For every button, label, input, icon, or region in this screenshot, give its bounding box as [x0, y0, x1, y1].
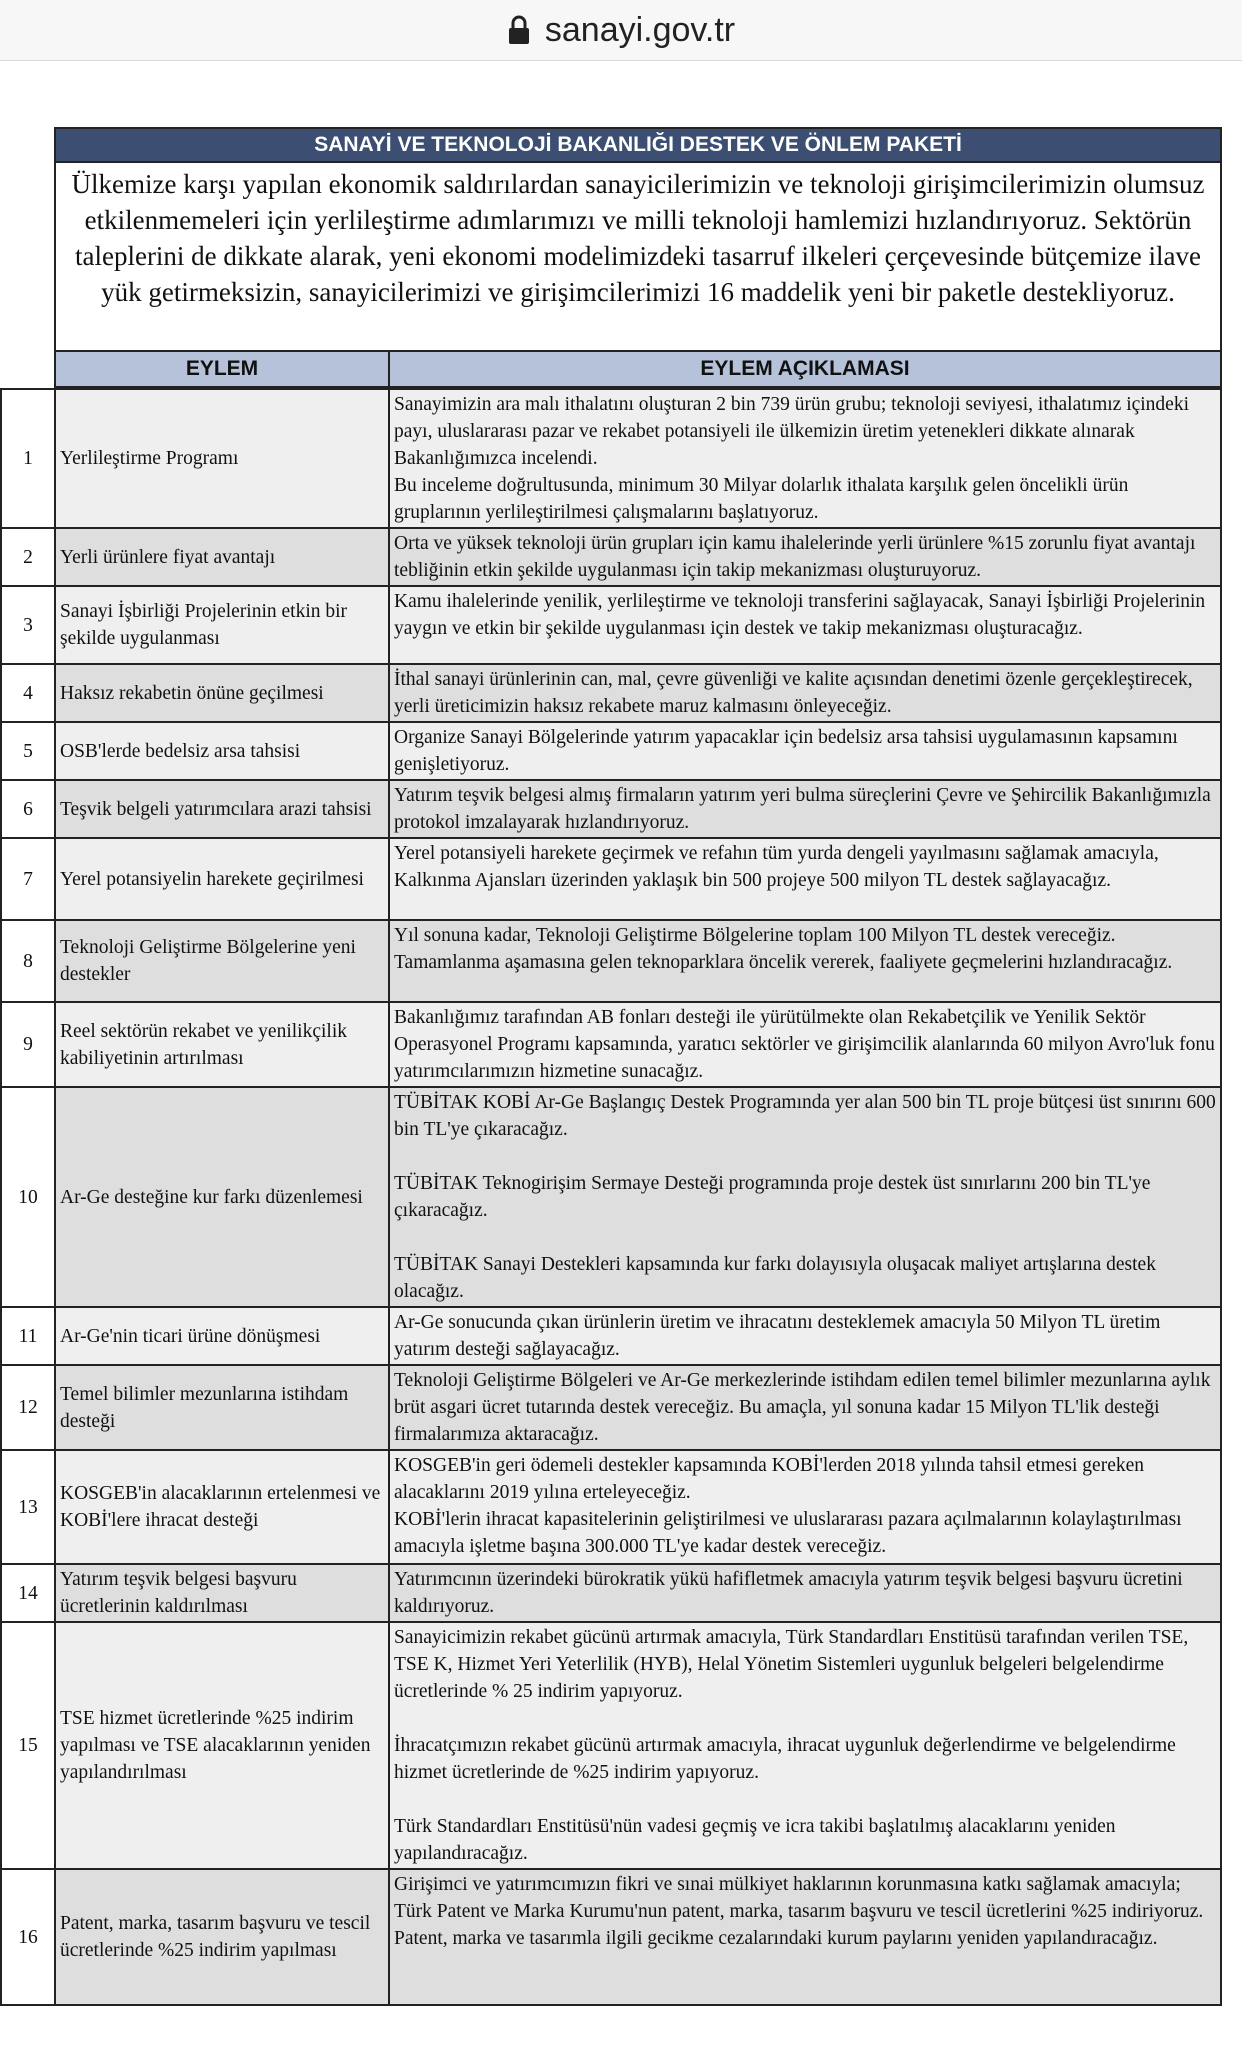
action-cell: KOSGEB'in alacaklarının ertelenmesi ve KOBİ'lere ihracat desteği: [55, 1450, 389, 1564]
table-row: [1, 1622, 1221, 1869]
row-number: 2: [1, 528, 55, 586]
action-cell: TSE hizmet ücretlerinde %25 indirim yapılması ve TSE alacaklarının yeniden yapılandırılması: [55, 1622, 389, 1869]
description-paragraph: TÜBİTAK Teknogirişim Sermaye Desteği programında proje destek üst sınırlarını 200 bin TL'ye çıkaracağız.: [394, 1173, 1151, 1221]
description-paragraph: Girişimci ve yatırımcımızın fikri ve sınai mülkiyet haklarının korunmasına katkı sağlamak amacıyla; Türk Patent ve Marka Kurumu'nun patent, marka, tasarım başvuru ve tescil ücretlerini %25 indiriyoruz.: [394, 1874, 1204, 1922]
table-row: [1, 722, 1221, 780]
description-cell: [389, 389, 1221, 528]
description-paragraph: Organize Sanayi Bölgelerinde yatırım yapacaklar için bedelsiz arsa tahsisi uygulamasının kapsamını genişletiyoruz.: [394, 727, 1178, 775]
action-cell: Reel sektörün rekabet ve yenilikçilik kabiliyetinin artırılması: [55, 1002, 389, 1087]
table-row: [1, 920, 1221, 1002]
column-header-description: EYLEM AÇIKLAMASI: [390, 352, 1220, 386]
description-paragraph: KOBİ'lerin ihracat kapasitelerinin geliştirilmesi ve uluslararası pazara açılmalarının kolaylaştırılması amacıyla işletme başına 300.000 TL'ye kadar destek vereceğiz.: [394, 1509, 1182, 1557]
table-row: [1, 1307, 1221, 1365]
description-cell: [389, 722, 1221, 780]
row-number: 15: [1, 1622, 55, 1869]
table-row: [1, 664, 1221, 722]
description-paragraph: İhracatçımızın rekabet gücünü artırmak amacıyla, ihracat uygunluk değerlendirme ve belgelendirme hizmet ücretlerinde de %25 indirim yapıyoruz.: [394, 1735, 1176, 1783]
paragraph-gap: [394, 1143, 1216, 1170]
row-number: 8: [1, 920, 55, 1002]
description-paragraph: Kamu ihalelerinde yenilik, yerlileştirme ve teknoloji transferini sağlayacak, Sanayi İşbirliği Projelerinin yaygın ve etkin bir şekilde uygulanması için destek ve takip mekanizması oluşturacağız.: [394, 591, 1206, 639]
description-cell: [389, 780, 1221, 838]
description-paragraph: TÜBİTAK Sanayi Destekleri kapsamında kur farkı dolayısıyla oluşacak maliyet artışlarına destek olacağız.: [394, 1254, 1156, 1302]
description-cell: [389, 1087, 1221, 1307]
browser-url-bar[interactable]: [0, 0, 1242, 61]
description-cell: [389, 1307, 1221, 1365]
description-cell: [389, 586, 1221, 664]
url-text: sanayi.gov.tr: [544, 10, 736, 49]
description-paragraph: Türk Standardları Enstitüsü'nün vadesi geçmiş ve icra takibi başlatılmış alacaklarını yeniden yapılandıracağız.: [394, 1816, 1116, 1864]
document-table: [0, 127, 1222, 2006]
action-cell: Yatırım teşvik belgesi başvuru ücretlerinin kaldırılması: [55, 1564, 389, 1622]
table-header: [54, 352, 1222, 388]
action-cell: Ar-Ge'nin ticari ürüne dönüşmesi: [55, 1307, 389, 1365]
description-paragraph: Sanayimizin ara malı ithalatını oluşturan 2 bin 739 ürün grubu; teknoloji seviyesi, ithalatımız içindeki payı, uluslararası pazar ve rekabet potansiyeli ile ülkemizin üretim yetenekleri dikkate alınarak Bakanlığımızca incelendi.: [394, 394, 1190, 469]
row-number: 10: [1, 1087, 55, 1307]
description-paragraph: KOSGEB'in geri ödemeli destekler kapsamında KOBİ'lerden 2018 yılında tahsil etmesi gereken alacaklarını 2019 yılına erteleyeceğiz.: [394, 1455, 1145, 1503]
row-number: 9: [1, 1002, 55, 1087]
table-row: [1, 1365, 1221, 1450]
action-cell: Yerlileştirme Programı: [55, 389, 389, 528]
paragraph-gap: [394, 1705, 1216, 1732]
lock-icon: [507, 15, 531, 45]
description-paragraph: Ar-Ge sonucunda çıkan ürünlerin üretim ve ihracatını desteklemek amacıyla 50 Milyon TL üretim yatırım desteği sağlayacağız.: [394, 1312, 1161, 1360]
table-row: [1, 528, 1221, 586]
row-number: 12: [1, 1365, 55, 1450]
description-paragraph: Orta ve yüksek teknoloji ürün grupları için kamu ihalelerinde yerli ürünlere %15 zorunlu fiyat avantajı tebliğinin etkin şekilde uygulanması için takip mekanizması oluşturuyoruz.: [394, 533, 1196, 581]
paragraph-gap: [394, 1224, 1216, 1251]
document-intro: Ülkemize karşı yapılan ekonomik saldırılardan sanayicilerimizin ve teknoloji girişimcilerimizin olumsuz etkilenmemeleri için yerlileştirme adımlarımızı ve milli teknoloji hamlemizi hızlandırıyoruz. Sektörün taleplerini de dikkate alarak, yeni ekonomi modelimizdeki tasarruf ilkeleri çerçevesinde bütçemize ilave yük getirmeksizin, sanayicilerimizi ve girişimcilerimizi 16 maddelik yeni bir paketle destekliyoruz.: [54, 163, 1222, 352]
action-cell: OSB'lerde bedelsiz arsa tahsisi: [55, 722, 389, 780]
description-paragraph: Yerel potansiyeli harekete geçirmek ve refahın tüm yurda dengeli yayılmasını sağlamak amacıyla, Kalkınma Ajansları üzerinden yaklaşık bin 500 projeye 500 milyon TL destek sağlayacağız.: [394, 843, 1159, 891]
table-row: [1, 1869, 1221, 2005]
description-cell: [389, 1002, 1221, 1087]
table-row: [1, 586, 1221, 664]
description-cell: [389, 1622, 1221, 1869]
description-paragraph: Bu inceleme doğrultusunda, minimum 30 Milyar dolarlık ithalata karşılık gelen öncelikli ürün gruplarının yerlileştirilmesi çalışmalarını başlatıyoruz.: [394, 475, 1129, 523]
row-number: 16: [1, 1869, 55, 2005]
row-number: 5: [1, 722, 55, 780]
description-paragraph: Yıl sonuna kadar, Teknoloji Geliştirme Bölgelerine toplam 100 Milyon TL destek vereceğiz. Tamamlanma aşamasına gelen teknoparklara öncelik vererek, faaliyete geçmelerini hızlandıracağız.: [394, 925, 1173, 973]
description-cell: [389, 838, 1221, 920]
row-number: 7: [1, 838, 55, 920]
description-cell: [389, 528, 1221, 586]
description-paragraph: TÜBİTAK KOBİ Ar-Ge Başlangıç Destek Programında yer alan 500 bin TL proje bütçesi üst sınırını 600 bin TL'ye çıkaracağız.: [394, 1092, 1216, 1140]
action-cell: Sanayi İşbirliği Projelerinin etkin bir şekilde uygulanması: [55, 586, 389, 664]
paragraph-gap: [394, 1786, 1216, 1813]
column-header-action: EYLEM: [56, 352, 390, 386]
action-cell: Ar-Ge desteğine kur farkı düzenlemesi: [55, 1087, 389, 1307]
table-row: [1, 780, 1221, 838]
action-cell: Haksız rekabetin önüne geçilmesi: [55, 664, 389, 722]
document-title: SANAYİ VE TEKNOLOJİ BAKANLIĞI DESTEK VE ÖNLEM PAKETİ: [54, 127, 1222, 163]
description-paragraph: Sanayicimizin rekabet gücünü artırmak amacıyla, Türk Standardları Enstitüsü tarafından verilen TSE, TSE K, Hizmet Yeri Yeterlilik (HYB), Helal Yönetim Sistemleri uygunluk belgeleri belgelendirme ücretlerinde % 25 indirim yapıyoruz.: [394, 1627, 1189, 1702]
description-paragraph: Yatırım teşvik belgesi almış firmaların yatırım yeri bulma süreçlerini Çevre ve Şehircilik Bakanlığımızla protokol imzalayarak hızlandırıyoruz.: [394, 785, 1211, 833]
row-number: 13: [1, 1450, 55, 1564]
description-paragraph: Yatırımcının üzerindeki bürokratik yükü hafifletmek amacıyla yatırım teşvik belgesi başvuru ücretini kaldırıyoruz.: [394, 1569, 1183, 1617]
description-cell: [389, 1564, 1221, 1622]
table-row: [1, 1087, 1221, 1307]
action-table: [0, 388, 1222, 2006]
table-row: [1, 1564, 1221, 1622]
row-number: 6: [1, 780, 55, 838]
action-cell: Temel bilimler mezunlarına istihdam desteği: [55, 1365, 389, 1450]
description-paragraph: Teknoloji Geliştirme Bölgeleri ve Ar-Ge merkezlerinde istihdam edilen temel bilimler mezunlarına aylık brüt asgari ücret tutarında destek vereceğiz. Bu amaçla, yıl sonuna kadar 15 Milyon TL'lik desteği firmalarımıza aktaracağız.: [394, 1370, 1211, 1445]
description-cell: [389, 920, 1221, 1002]
row-number: 3: [1, 586, 55, 664]
row-number: 1: [1, 389, 55, 528]
row-number: 4: [1, 664, 55, 722]
table-row: [1, 838, 1221, 920]
row-number: 14: [1, 1564, 55, 1622]
action-cell: Teşvik belgeli yatırımcılara arazi tahsisi: [55, 780, 389, 838]
table-row: [1, 389, 1221, 528]
table-row: [1, 1002, 1221, 1087]
description-paragraph: Bakanlığımız tarafından AB fonları desteği ile yürütülmekte olan Rekabetçilik ve Yenilik Sektör Operasyonel Programı kapsamında, yaratıcı sektörler ve girişimcilik alanlarında 60 milyon Avro'luk fonu yatırımcılarımızın hizmetine sunacağız.: [394, 1007, 1215, 1082]
action-cell: Yerli ürünlere fiyat avantajı: [55, 528, 389, 586]
action-cell: Yerel potansiyelin harekete geçirilmesi: [55, 838, 389, 920]
description-cell: [389, 1450, 1221, 1564]
description-cell: [389, 1365, 1221, 1450]
description-cell: [389, 1869, 1221, 2005]
description-paragraph: İthal sanayi ürünlerinin can, mal, çevre güvenliği ve kalite açısından denetimi özenle gerçekleştirecek, yerli üreticimizin haksız rekabete maruz kalmasını önleyeceğiz.: [394, 669, 1193, 717]
action-cell: Patent, marka, tasarım başvuru ve tescil ücretlerinde %25 indirim yapılması: [55, 1869, 389, 2005]
description-cell: [389, 664, 1221, 722]
row-number: 11: [1, 1307, 55, 1365]
action-cell: Teknoloji Geliştirme Bölgelerine yeni destekler: [55, 920, 389, 1002]
table-row: [1, 1450, 1221, 1564]
description-paragraph: Patent, marka ve tasarımla ilgili gecikme cezalarındaki kurum paylarını yeniden yapılandıracağız.: [394, 1928, 1158, 1949]
